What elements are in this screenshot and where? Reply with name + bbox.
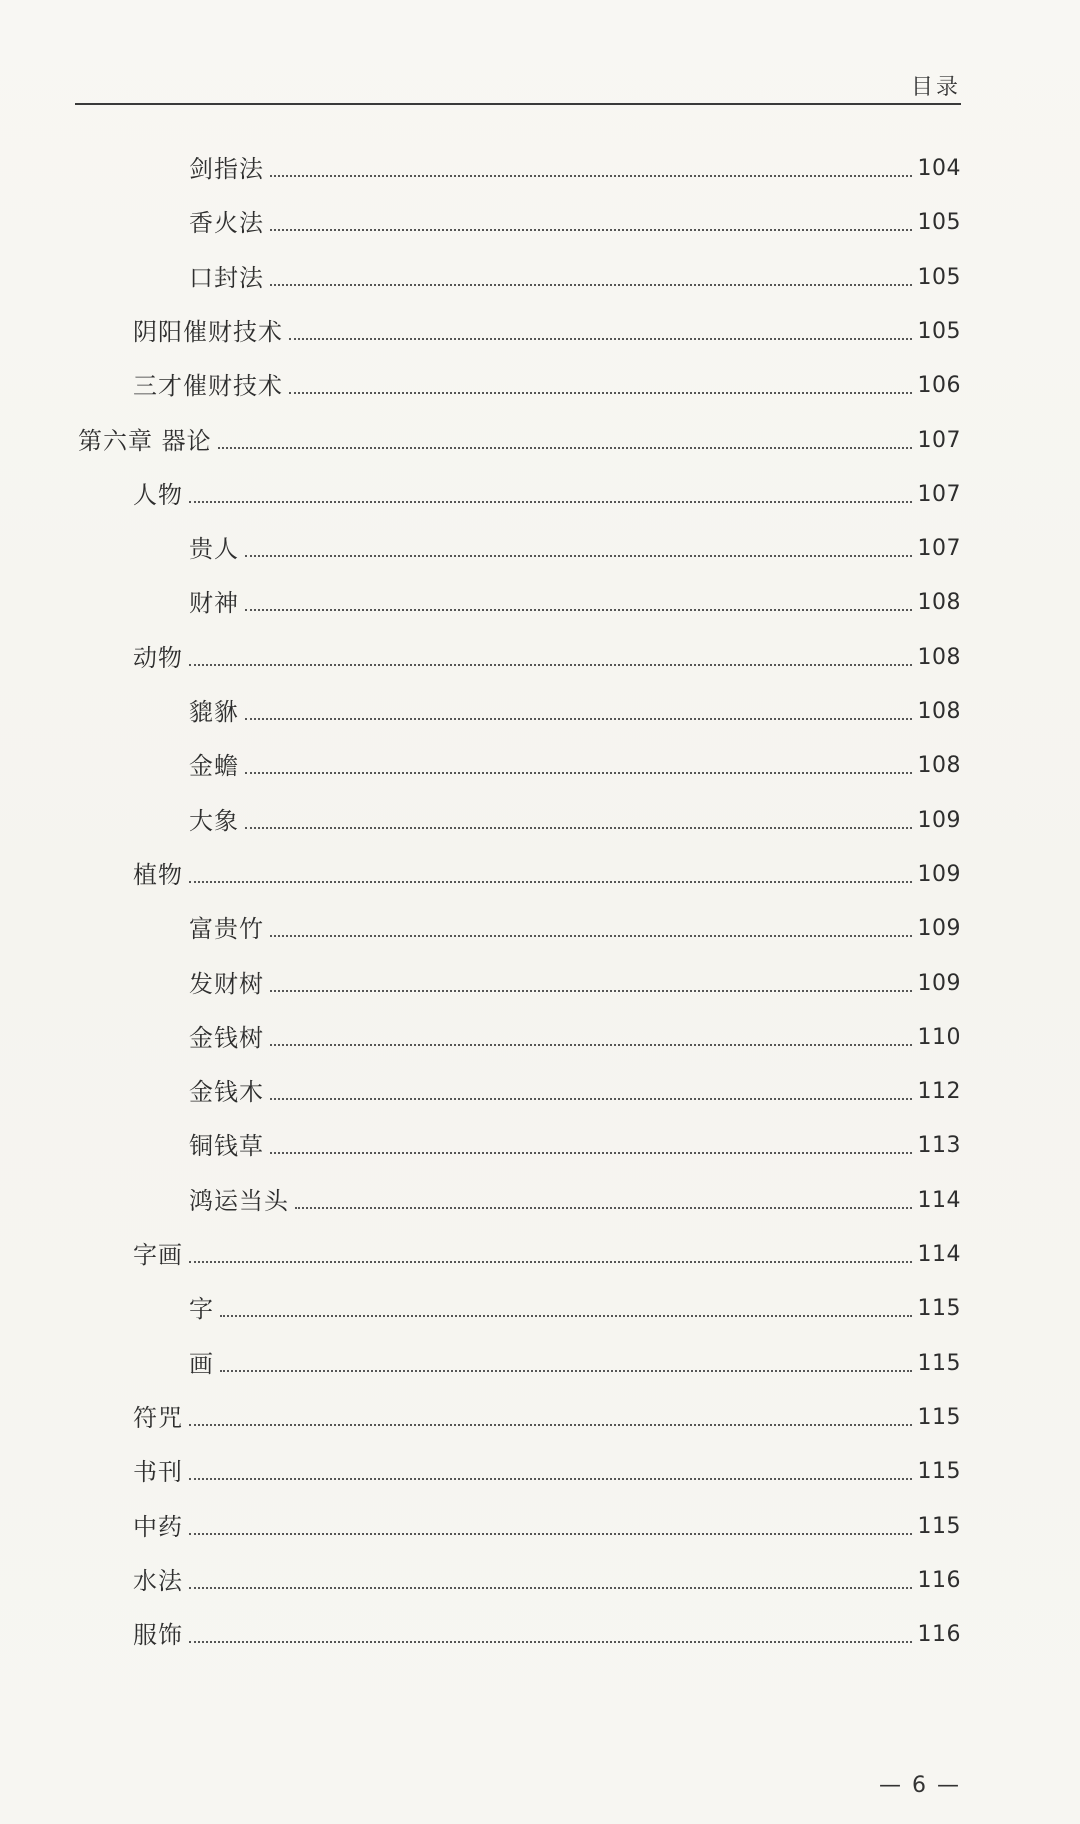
toc-entry-title: 服饰	[133, 1621, 183, 1650]
toc-entry[interactable]	[189, 531, 961, 567]
toc-entry-page-number: 105	[917, 318, 961, 344]
toc-entry-page-number: 106	[917, 373, 961, 399]
dot-leader	[189, 501, 912, 503]
toc-entry[interactable]	[189, 1020, 961, 1056]
toc-entry-page-number: 113	[917, 1133, 961, 1159]
toc-entry[interactable]	[189, 1346, 961, 1382]
toc-entry[interactable]	[133, 477, 961, 513]
toc-entry[interactable]	[133, 1400, 961, 1436]
dot-leader	[245, 609, 912, 611]
toc-entry-title: 阴阳催财技术	[133, 317, 283, 346]
toc-entry-title: 画	[189, 1349, 214, 1378]
toc-entry-title: 水法	[133, 1566, 183, 1595]
toc-entry[interactable]	[189, 260, 961, 296]
toc-entry[interactable]	[189, 748, 961, 784]
toc-entry-title: 书刊	[133, 1458, 183, 1487]
toc-entry-page-number: 109	[917, 916, 961, 942]
toc-entry-title: 金蟾	[189, 752, 239, 781]
toc-entry[interactable]	[133, 857, 961, 893]
toc-entry-title: 大象	[189, 806, 239, 835]
toc-entry-title: 动物	[133, 643, 183, 672]
toc-entry-page-number: 115	[917, 1296, 961, 1322]
toc-entry-page-number: 108	[917, 644, 961, 670]
dot-leader	[245, 555, 912, 557]
dot-leader	[189, 1533, 912, 1535]
toc-entry-page-number: 108	[917, 590, 961, 616]
toc-entry[interactable]	[189, 585, 961, 621]
toc-entry-page-number: 114	[917, 1187, 961, 1213]
toc-entry-title: 口封法	[189, 263, 264, 292]
dot-leader	[270, 229, 912, 231]
toc-entry-page-number: 107	[917, 427, 961, 453]
toc-entry-page-number: 109	[917, 970, 961, 996]
toc-entry[interactable]	[133, 1509, 961, 1545]
toc-entry-page-number: 116	[917, 1567, 961, 1593]
dot-leader	[289, 392, 912, 394]
toc-entry[interactable]	[189, 803, 961, 839]
dot-leader	[289, 338, 912, 340]
toc-entry-page-number: 115	[917, 1404, 961, 1430]
dot-leader	[218, 447, 912, 449]
dot-leader	[270, 1098, 912, 1100]
toc-entry-title: 金钱树	[189, 1023, 264, 1052]
dot-leader	[189, 1478, 912, 1480]
dot-leader	[270, 1152, 912, 1154]
dot-leader	[220, 1370, 912, 1372]
toc-entry-title: 香火法	[189, 209, 264, 238]
toc-entry-page-number: 108	[917, 699, 961, 724]
toc-entry-page-number: 115	[917, 1350, 961, 1376]
dot-leader	[270, 990, 912, 992]
toc-entry[interactable]	[133, 1617, 961, 1653]
toc-entry[interactable]	[133, 1563, 961, 1599]
dot-leader	[270, 175, 912, 177]
running-header-title: 目录	[910, 75, 961, 100]
toc-entry[interactable]	[189, 911, 961, 947]
toc-entry-page-number: 104	[917, 156, 961, 181]
toc-entry-page-number: 116	[917, 1622, 961, 1648]
dot-leader	[220, 1315, 912, 1317]
toc-entry-page-number: 105	[917, 210, 961, 236]
dot-leader	[245, 827, 912, 829]
dot-leader	[270, 284, 912, 286]
toc-entry-page-number: 110	[917, 1024, 961, 1050]
toc-entry[interactable]	[189, 966, 961, 1002]
toc-entry-page-number: 107	[917, 481, 961, 507]
toc-entry[interactable]	[133, 640, 961, 676]
dot-leader	[270, 1044, 912, 1046]
toc-entry-page-number: 115	[917, 1513, 961, 1539]
dot-leader	[189, 1261, 912, 1263]
toc-entry-title: 人物	[133, 480, 183, 509]
toc-entry[interactable]	[189, 1291, 961, 1327]
toc-entry-title: 字	[189, 1295, 214, 1324]
toc-entry-page-number: 109	[917, 861, 961, 887]
toc-entry-title: 发财树	[189, 969, 264, 998]
dot-leader	[189, 1641, 912, 1643]
toc-entry[interactable]	[133, 1454, 961, 1490]
dot-leader	[270, 935, 912, 937]
toc-entry-title: 符咒	[133, 1403, 183, 1432]
toc-entry[interactable]	[133, 1237, 961, 1273]
toc-entry-title: 财神	[189, 589, 239, 618]
toc-entry-title: 第六章 器论	[78, 426, 212, 455]
dot-leader	[295, 1207, 912, 1209]
toc-entry-page-number: 108	[917, 753, 961, 779]
toc-entry[interactable]	[189, 151, 961, 187]
toc-entry-title: 金钱木	[189, 1078, 264, 1107]
toc-entry[interactable]	[133, 314, 961, 350]
toc-entry[interactable]	[189, 205, 961, 241]
toc-entry-title: 铜钱草	[189, 1132, 264, 1161]
dot-leader	[189, 1587, 912, 1589]
toc-entry-title: 中药	[133, 1512, 183, 1541]
toc-entry-page-number: 114	[917, 1242, 961, 1267]
dot-leader	[245, 772, 912, 774]
toc-entry[interactable]	[78, 423, 961, 459]
dot-leader	[245, 718, 912, 720]
toc-entry[interactable]	[133, 368, 961, 404]
toc-entry-title: 三才催财技术	[133, 372, 283, 401]
toc-entry-title: 植物	[133, 860, 183, 889]
toc-entry[interactable]	[189, 1183, 961, 1219]
toc-entry-title: 字画	[133, 1241, 183, 1269]
toc-entry-title: 富贵竹	[189, 915, 264, 944]
dot-leader	[189, 1424, 912, 1426]
toc-entry-page-number: 107	[917, 536, 961, 562]
toc-entry-title: 贵人	[189, 535, 239, 564]
toc-entry-title: 貔貅	[189, 698, 239, 726]
toc-entry[interactable]	[189, 694, 961, 730]
dot-leader	[189, 664, 912, 666]
toc-entry[interactable]	[189, 1128, 961, 1164]
toc-entry-title: 鸿运当头	[189, 1186, 289, 1215]
dot-leader	[189, 881, 912, 883]
toc-entry-page-number: 115	[917, 1459, 961, 1485]
toc-entry[interactable]	[189, 1074, 961, 1110]
toc-entry-page-number: 109	[917, 807, 961, 833]
toc-entry-page-number: 105	[917, 264, 961, 290]
page-number: — 6 —	[879, 1773, 961, 1798]
toc-entry-page-number: 112	[917, 1079, 961, 1105]
toc-entry-title: 剑指法	[189, 155, 264, 183]
